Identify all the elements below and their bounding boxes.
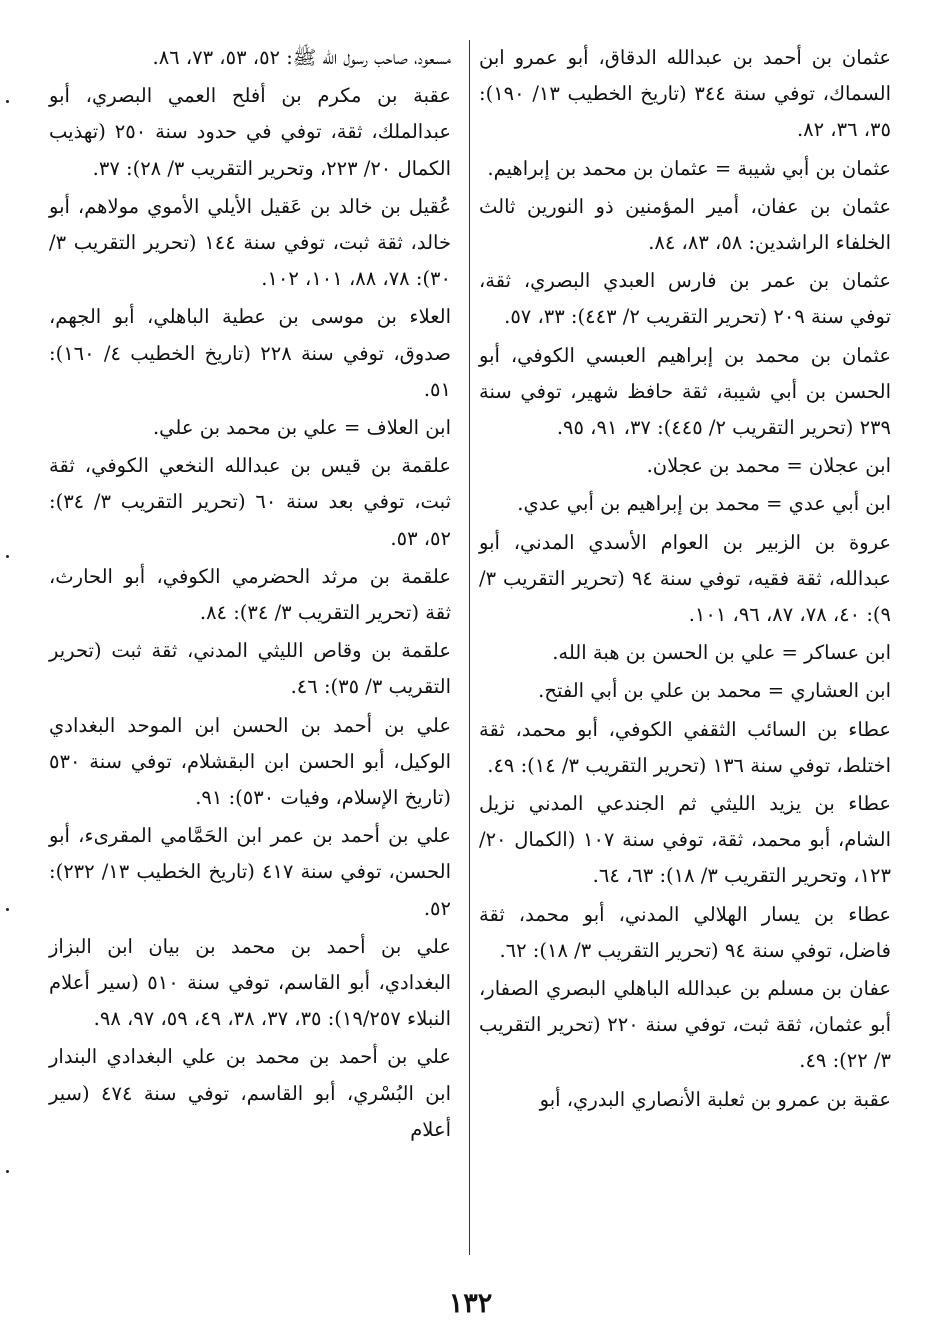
scan-edge-mark xyxy=(6,555,9,558)
index-entry: ابن عجلان = محمد بن عجلان. xyxy=(646,454,891,478)
index-entry: مسعود، صاحب رسول الله ﷺ: ٥٢، ٥٣، ٧٣، ٨٦. xyxy=(152,46,451,69)
index-entry: عثمان بن محمد بن إبراهيم العبسي الكوفي، أبو الحسن بن أبي شيبة، ثقة حافظ شهير، توفي سنة ٢٣٩ (تحرير التقريب ٢/ ٤٤٥): ٣٧، ٩١، ٩٥. xyxy=(479,343,891,440)
index-entry: عثمان بن عمر بن فارس العبدي البصري، ثقة، توفي سنة ٢٠٩ (تحرير التقريب ٢/ ٤٤٣): ٣٣، ٥٧. xyxy=(479,269,891,329)
index-entry: ابن العلاف = علي بن محمد بن علي. xyxy=(152,416,451,440)
left-column xyxy=(49,40,451,1150)
page-number: ١٣٢ xyxy=(448,1288,493,1319)
index-entry: علي بن أحمد بن عمر ابن الحَمَّامي المقرىء، أبو الحسن، توفي سنة ٤١٧ (تاريخ الخطيب ١٣/ ٢٣٢): ٥٢. xyxy=(49,824,451,920)
index-entry: علي بن أحمد بن محمد بن علي البغدادي البندار ابن البُسْري، أبو القاسم، توفي سنة ٤٧٤ (سير أعلام xyxy=(49,1045,451,1141)
scan-edge-mark xyxy=(6,1170,9,1173)
index-entry: عفان بن مسلم بن عبدالله الباهلي البصري الصفار، أبو عثمان، ثقة ثبت، توفي سنة ٢٢٠ (تحرير التقريب ٣/ ٢٢): ٤٩. xyxy=(479,977,891,1073)
index-entry: عقبة بن عمرو بن ثعلبة الأنصاري البدري، أبو xyxy=(539,1087,891,1111)
scan-edge-mark xyxy=(6,908,9,911)
index-entry: علقمة بن قيس بن عبدالله النخعي الكوفي، ثقة ثبت، توفي بعد سنة ٦٠ (تحرير التقريب ٣/ ٣٤): ٥٢، ٥٣. xyxy=(49,454,451,550)
index-entry: عطاء بن يزيد الليثي ثم الجندعي المدني نزيل الشام، أبو محمد، ثقة، توفي سنة ١٠٧ (الكمال ٢٠/ ١٢٣، وتحرير التقريب ٣/ ١٨): ٦٣، ٦٤. xyxy=(479,792,891,888)
scan-edge-mark xyxy=(6,100,9,103)
column-divider xyxy=(469,40,470,1255)
right-column xyxy=(479,40,891,1120)
index-entry: عقبة بن مكرم بن أفلح العمي البصري، أبو عبدالملك، ثقة، توفي في حدود سنة ٢٥٠ (تهذيب الكمال ٢٠/ ٢٢٣، وتحرير التقريب ٣/ ٢٨): ٣٧. xyxy=(49,84,451,180)
index-entry: ابن عساكر = علي بن الحسن بن هبة الله. xyxy=(552,641,891,665)
index-entry: العلاء بن موسى بن عطية الباهلي، أبو الجهم، صدوق، توفي سنة ٢٢٨ (تاريخ الخطيب ٤/ ١٦٠): ٥١. xyxy=(49,305,451,401)
index-entry: علقمة بن وقاص الليثي المدني، ثقة ثبت (تحرير التقريب ٣/ ٣٥): ٤٦. xyxy=(49,639,451,699)
index-entry: عطاء بن السائب الثقفي الكوفي، أبو محمد، ثقة اختلط، توفي سنة ١٣٦ (تحرير التقريب ٣/ ١٤): ٤٩. xyxy=(479,717,891,777)
index-entry: عطاء بن يسار الهلالي المدني، أبو محمد، ثقة فاضل، توفي سنة ٩٤ (تحرير التقريب ٣/ ١٨): ٦٢. xyxy=(479,902,891,962)
index-entry: علي بن أحمد بن الحسن ابن الموحد البغدادي الوكيل، أبو الحسن ابن البقشلام، توفي سنة ٥٣٠ (تاريخ الإسلام، وفيات ٥٣٠): ٩١. xyxy=(49,713,451,810)
index-entry: عروة بن الزبير بن العوام الأسدي المدني، أبو عبدالله، ثقة فقيه، توفي سنة ٩٤ (تحرير التقريب ٣/ ٩): ٤٠، ٧٨، ٨٧، ٩٦، ١٠١. xyxy=(479,530,891,627)
index-entry: علقمة بن مرثد الحضرمي الكوفي، أبو الحارث، ثقة (تحرير التقريب ٣/ ٣٤): ٨٤. xyxy=(49,564,451,625)
index-entry: عثمان بن عفان، أمير المؤمنين ذو النورين ثالث الخلفاء الراشدين: ٥٨، ٨٣، ٨٤. xyxy=(479,194,891,255)
index-entry: ابن أبي عدي = محمد بن إبراهيم بن أبي عدي. xyxy=(517,492,891,516)
index-entry: عثمان بن أبي شيبة = عثمان بن محمد بن إبراهيم. xyxy=(487,156,891,180)
index-entry: ابن العشاري = محمد بن علي بن أبي الفتح. xyxy=(538,679,891,703)
index-entry: عُقيل بن خالد بن عَقيل الأيلي الأموي مولاهم، أبو خالد، ثقة ثبت، توفي سنة ١٤٤ (تحرير التقريب ٣/ ٣٠): ٧٨، ٨٨، ١٠١، ١٠٢. xyxy=(49,194,452,291)
index-entry: علي بن أحمد بن محمد بن بيان ابن البزاز البغدادي، أبو القاسم، توفي سنة ٥١٠ (سير أعلام النبلاء ١٩/٢٥٧): ٣٥، ٣٧، ٣٨، ٤٩، ٥٩، ٩٧، ٩٨. xyxy=(49,934,452,1031)
index-entry: عثمان بن أحمد بن عبدالله الدقاق، أبو عمرو ابن السماك، توفي سنة ٣٤٤ (تاريخ الخطيب ١٣/ ١٩٠): ٣٥، ٣٦، ٨٢. xyxy=(479,46,891,142)
